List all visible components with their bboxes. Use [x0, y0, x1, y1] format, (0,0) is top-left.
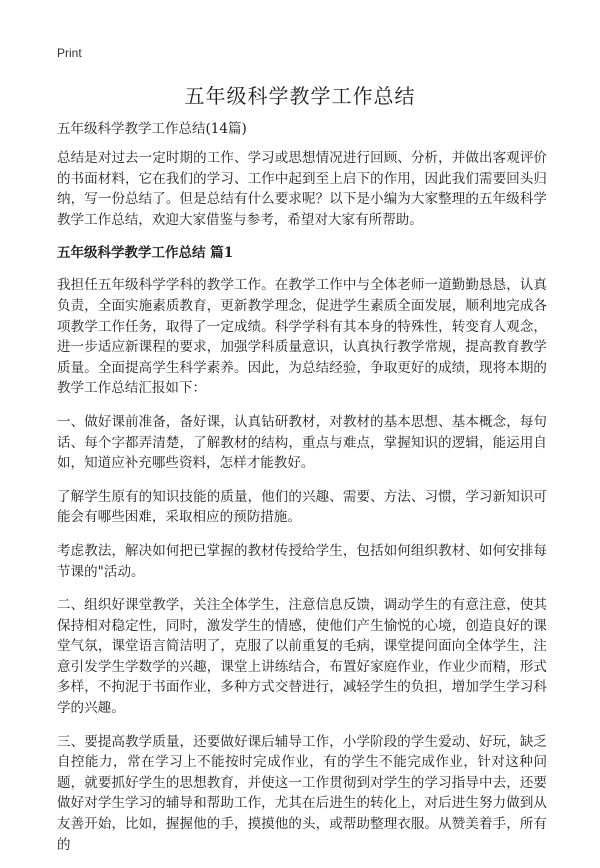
section-heading: 五年级科学教学工作总结 篇1	[57, 245, 234, 262]
body-paragraph: 我担任五年级科学学科的教学工作。在教学工作中与全体老师一道勤勤恳恳，认真负责，全面实施素质教育，更新教学理念，促进学生素质全面发展，顺利地完成各项教学工作任务，取得了一定成绩。科学学科有其本身的特殊性，转变育人观念，进一步适应新课程的要求，加强学科质量意识，认真执行教学常规，提高教育教学质量。全面提高学生科学素养。因此，为总结经验，争取更好的成绩，现将本期的教学工作总结汇报如下：	[57, 277, 547, 397]
body-paragraph: 考虑教法，解决如何把已掌握的教材传授给学生，包括如何组织教材、如何安排每节课的"活动。	[57, 542, 547, 580]
document-subtitle: 五年级科学教学工作总结(14篇)	[57, 121, 247, 137]
print-label: Print	[57, 46, 82, 60]
body-paragraph: 二、组织好课堂教学，关注全体学生，注意信息反馈，调动学生的有意注意，使其保持相对稳定性，同时，激发学生的情感，使他们产生愉悦的心境，创造良好的课堂气氛，课堂语言简洁明了，克服了以前重复的毛病，课堂提问面向全体学生，注意引发学生学数学的兴趣，课堂上讲练结合，布置好家庭作业，作业少而精，形式多样，不拘泥于书面作业，多种方式交替进行，减轻学生的负担，增加学生学习科学的兴趣。	[57, 597, 547, 717]
body-paragraph: 一、做好课前准备，备好课，认真钻研教材，对教材的基本思想、基本概念，每句话、每个字都弄清楚，了解教材的结构，重点与难点，掌握知识的逻辑，能运用自如，知道应补充哪些资料，怎样才能教好。	[57, 413, 547, 472]
intro-paragraph: 总结是对过去一定时期的工作、学习或思想情况进行回顾、分析，并做出客观评价的书面材料，它在我们的学习、工作中起到至上启下的作用，因此我们需要回头归纳，写一份总结了。但是总结有什么要求呢？以下是小编为大家整理的五年级科学教学工作总结，欢迎大家借鉴与参考，希望对大家有所帮助。	[57, 150, 547, 228]
body-paragraph: 了解学生原有的知识技能的质量，他们的兴趣、需要、方法、习惯，学习新知识可能会有哪些困难，采取相应的预防措施。	[57, 488, 547, 526]
document-title: 五年级科学教学工作总结	[184, 84, 416, 108]
document-content	[57, 119, 547, 868]
body-paragraph: 三、要提高教学质量，还要做好课后辅导工作，小学阶段的学生爱动、好玩，缺乏自控能力，常在学习上不能按时完成作业，有的学生不能完成作业，针对这种问题，就要抓好学生的思想教育，并使这一工作贯彻到对学生的学习指导中去，还要做好对学生学习的辅导和帮助工作，尤其在后进生的转化上，对后进生努力做到从友善开始，比如，握握他的手，摸摸他的头，或帮助整理衣服。从赞美着手，所有的	[57, 733, 547, 853]
